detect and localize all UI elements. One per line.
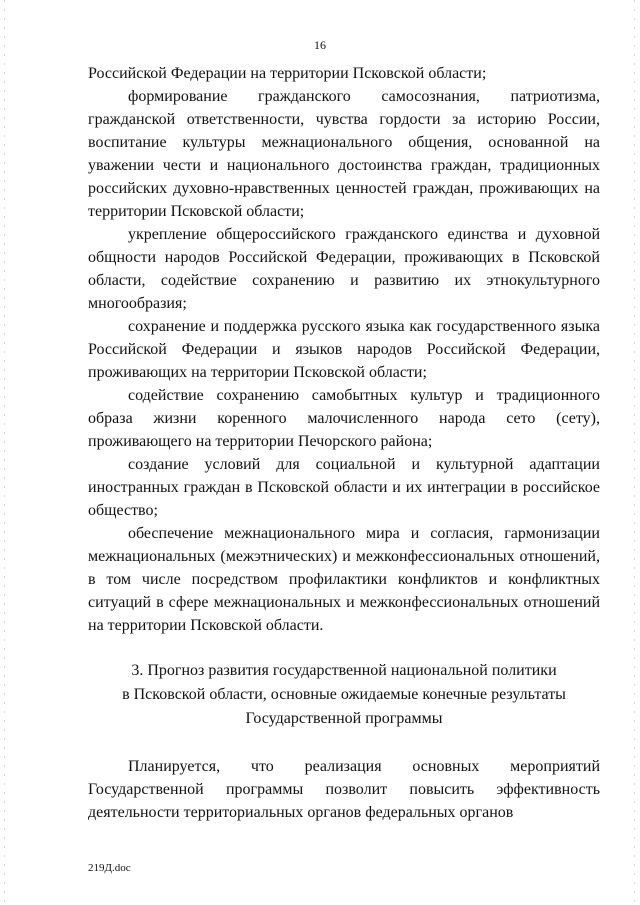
paragraph-interethnic-peace: обеспечение межнационального мира и согласия, гармонизации межнациональных (межэтнических) и межконфессиональных отношений, в том числе посредством профилактики конфликтов и конфликтных ситуаций в сфере межнациональных и межконфессиональных отношений на территории Псковской области. — [88, 525, 600, 634]
paragraph-russian-language: сохранение и поддержка русского языка как государственного языка Российской Федерации и языков народов Российской Федерации, проживающих на территории Псковской области; — [88, 318, 600, 381]
paragraph-continuation: Российской Федерации на территории Псковской области; — [88, 65, 487, 82]
section-heading-line: Государственной программы — [245, 710, 443, 727]
footer-filename: 219Д.doc — [88, 862, 131, 874]
section-heading-line: 3. Прогноз развития государственной национальной политики — [131, 662, 557, 679]
document-body — [88, 62, 600, 824]
paragraph-seto-culture: содействие сохранению самобытных культур и традиционного образа жизни коренного малочисленного народа сето (сету), проживающего на территории Печорского района; — [88, 387, 600, 450]
paragraph-migrant-adaptation: создание условий для социальной и культурной адаптации иностранных граждан в Псковской области и их интеграции в российское общество; — [88, 456, 600, 519]
section-heading-line: в Псковской области, основные ожидаемые конечные результаты — [122, 686, 566, 703]
right-edge-scan-mark — [634, 0, 635, 905]
paragraph-civic-unity: укрепление общероссийского гражданского единства и духовной общности народов Российской Федерации, проживающих в Псковской области, содействие сохранению и развитию их этнокультурного многообразия; — [88, 226, 600, 312]
page-number: 16 — [314, 38, 326, 52]
left-edge-scan-mark — [4, 0, 5, 905]
paragraph-civic-identity: формирование гражданского самосознания, патриотизма, гражданской ответственности, чувства гордости за историю России, воспитание культуры межнационального общения, основанной на уважении чести и национального достоинства граждан, традиционных российских духовно-нравственных ценностей граждан, проживающих на территории Псковской области; — [88, 88, 600, 220]
section-heading — [88, 659, 600, 731]
paragraph-forecast: Планируется, что реализация основных мероприятий Государственной программы позволит повысить эффективность деятельности территориальных органов федеральных органов — [88, 758, 600, 821]
